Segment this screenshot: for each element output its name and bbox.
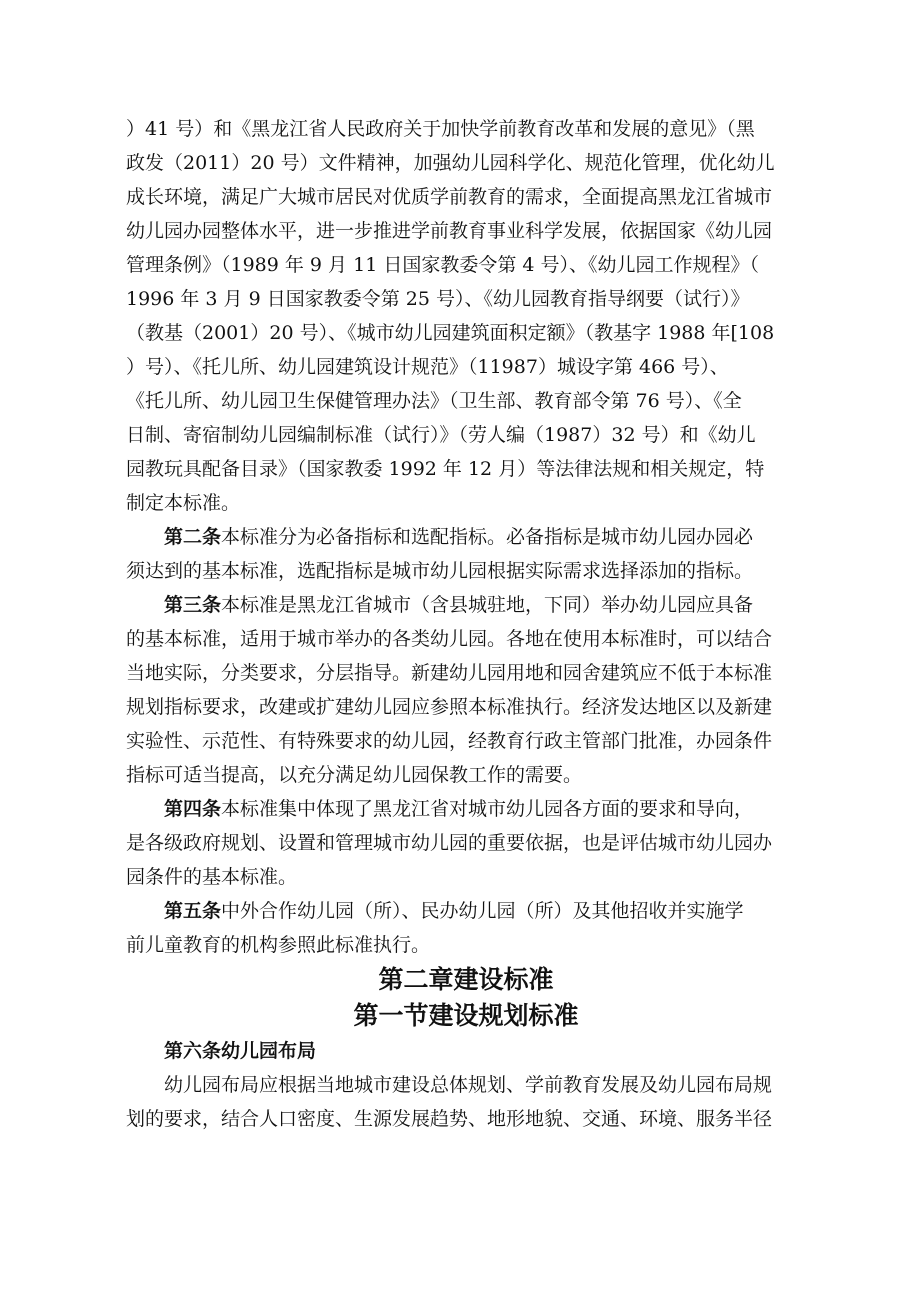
text-line: 日制、寄宿制幼儿园编制标准（试行）》（劳人编（1987）32 号）和《幼儿 — [126, 424, 756, 446]
article-5 — [126, 894, 806, 962]
text-line: 园教玩具配备目录》（国家教委 1992 年 12 月）等法律法规和相关规定，特 — [126, 458, 765, 480]
article-text: 中外合作幼儿园（所）、民办幼儿园（所）及其他招收并实施学 — [221, 900, 744, 922]
article-text: 本标准集中体现了黑龙江省对城市幼儿园各方面的要求和导向， — [221, 798, 754, 820]
article-6-heading: 第六条幼儿园布局 — [164, 1040, 317, 1062]
text-line: 1996 年 3 月 9 日国家教委令第 25 号）、《幼儿园教育指导纲要（试行）》 — [126, 288, 750, 310]
text-line: 政发（2011）20 号）文件精神，加强幼儿园科学化、规范化管理，优化幼儿 — [126, 152, 775, 174]
text-line: 划的要求，结合人口密度、生源发展趋势、地形地貌、交通、环境、服务半径 — [126, 1108, 773, 1130]
chapter-title: 第二章建设标准 — [378, 965, 554, 994]
article-3 — [126, 588, 806, 792]
text-line: 规划指标要求，改建或扩建幼儿园应参照本标准执行。经济发达地区以及新建 — [126, 696, 773, 718]
article-label: 第二条 — [164, 526, 222, 548]
text-line — [126, 894, 806, 928]
text-line — [126, 588, 806, 622]
text-line: ）41 号）和《黑龙江省人民政府关于加快学前教育改革和发展的意见》（黑 — [126, 118, 755, 140]
text-line: 当地实际，分类要求，分层指导。新建幼儿园用地和园舍建筑应不低于本标准 — [126, 662, 773, 684]
text-line: 成长环境，满足广大城市居民对优质学前教育的需求，全面提高黑龙江省城市 — [126, 186, 773, 208]
text-line: 管理条例》（1989 年 9 月 11 日国家教委令第 4 号）、《幼儿园工作规程》（ — [126, 254, 759, 276]
text-line: 须达到的基本标准，选配指标是城市幼儿园根据实际需求选择添加的指标。 — [126, 560, 754, 582]
text-line: ）号）、《托儿所、幼儿园建筑设计规范》（11987）城设字第 466 号）、 — [126, 356, 729, 378]
article-label: 第三条 — [164, 594, 222, 616]
article-label: 第四条 — [164, 798, 222, 820]
article-4 — [126, 792, 806, 894]
text-line: 制定本标准。 — [126, 492, 241, 514]
text-line: 幼儿园布局应根据当地城市建设总体规划、学前教育发展及幼儿园布局规 — [164, 1074, 773, 1096]
text-line: 指标可适当提高，以充分满足幼儿园保教工作的需要。 — [126, 764, 583, 786]
article-6 — [126, 1068, 806, 1136]
text-line: 是各级政府规划、设置和管理城市幼儿园的重要依据，也是评估城市幼儿园办 — [126, 832, 773, 854]
text-line — [126, 520, 806, 554]
article-2 — [126, 520, 806, 588]
article-text: 本标准是黑龙江省城市（含县城驻地，下同）举办幼儿园应具备 — [221, 594, 754, 616]
text-line: 前儿童教育的机构参照此标准执行。 — [126, 934, 431, 956]
article-label: 第五条 — [164, 900, 222, 922]
text-line — [126, 792, 806, 826]
text-line: 实验性、示范性、有特殊要求的幼儿园，经教育行政主管部门批准，办园条件 — [126, 730, 773, 752]
text-line: 的基本标准，适用于城市举办的各类幼儿园。各地在使用本标准时，可以结合 — [126, 628, 773, 650]
text-line: 《托儿所、幼儿园卫生保健管理办法》（卫生部、教育部令第 76 号）、《全 — [126, 390, 742, 412]
section-title: 第一节建设规划标准 — [353, 1001, 579, 1030]
document-body — [126, 112, 806, 1136]
article-text: 本标准分为必备指标和选配指标。必备指标是城市幼儿园办园必 — [221, 526, 754, 548]
text-line: 园条件的基本标准。 — [126, 866, 298, 888]
text-line: （教基（2001）20 号）、《城市幼儿园建筑面积定额》（教基字 1988 年[108 — [126, 322, 775, 344]
intro-paragraph — [126, 112, 806, 520]
text-line: 幼儿园办园整体水平，进一步推进学前教育事业科学发展，依据国家《幼儿园 — [126, 220, 773, 242]
